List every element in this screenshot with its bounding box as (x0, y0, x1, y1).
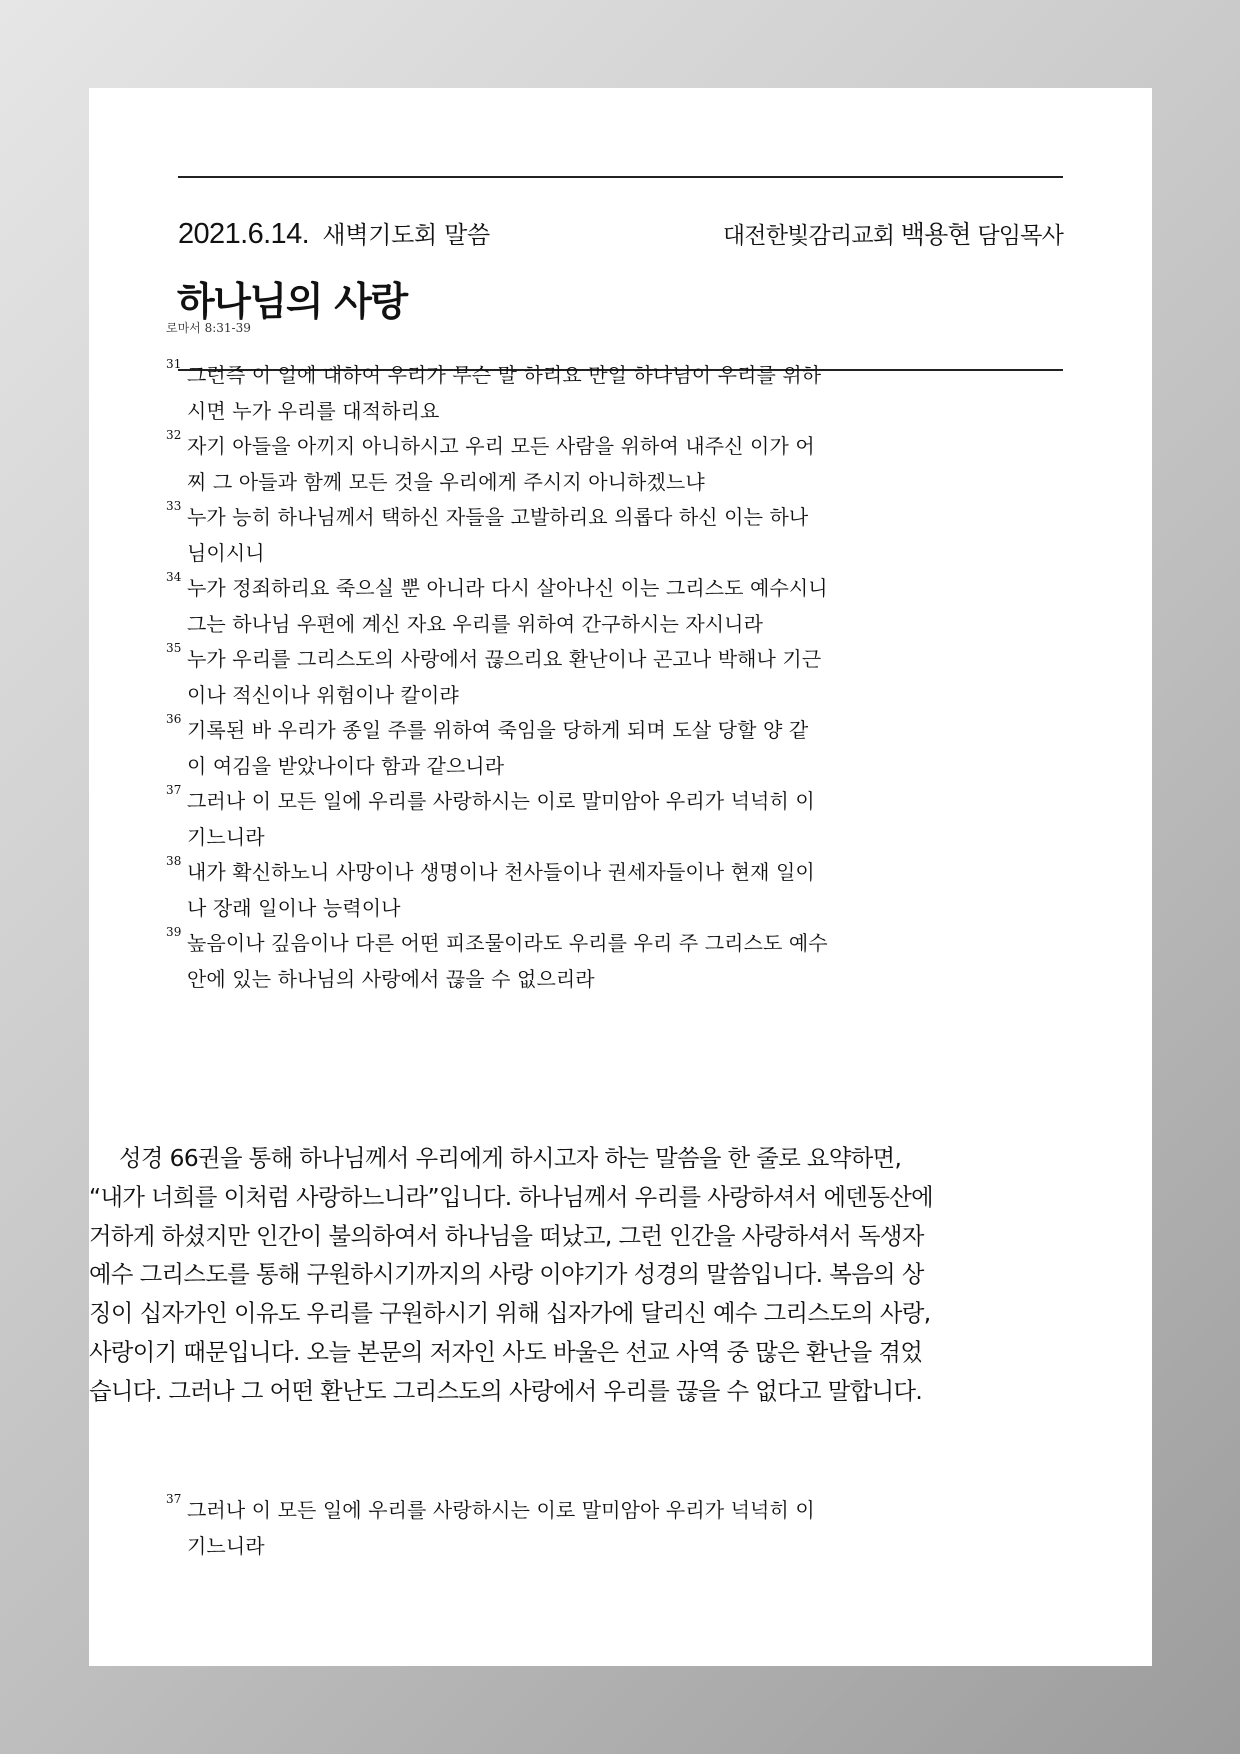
verse-line: 시면 누가 우리를 대적하리요 (187, 398, 440, 423)
verse-line: 누가 우리를 그리스도의 사랑에서 끊으리요 환난이나 곤고나 박해나 기근 (187, 647, 822, 671)
verse-list (166, 358, 926, 997)
verse-number: 35 (166, 641, 182, 655)
verse-line: 높음이나 깊음이나 다른 어떤 피조물이라도 우리를 우리 주 그리스도 예수 (187, 931, 828, 955)
sermon-line: 거하게 하셨지만 인간이 불의하여서 하나님을 떠났고, 그런 인간을 사랑하셔서 독생자 (89, 1222, 924, 1250)
verse-line: 이 여김을 받았나이다 함과 같으니라 (187, 753, 505, 778)
sermon-line: 징이 십자가인 이유도 우리를 구원하시기 위해 십자가에 달리신 예수 그리스도의 사랑, (89, 1300, 931, 1328)
sermon-line: “내가 너희를 이처럼 사랑하느니라”입니다. 하나님께서 우리를 사랑하셔서 에덴동산에 (89, 1183, 934, 1211)
sermon-paragraph (89, 1140, 977, 1412)
pastor-name: 백용현 (900, 220, 971, 249)
verse (166, 1493, 926, 1564)
top-divider (178, 176, 1063, 178)
verse-number: 39 (166, 925, 182, 939)
verse-line: 자기 아들을 아끼지 아니하시고 우리 모든 사람을 위하여 내주신 이가 어 (187, 434, 815, 458)
sermon-date: 2021.6.14. (178, 218, 310, 250)
sermon-title: 하나님의 사랑 (177, 280, 407, 325)
verse-line: 님이시니 (187, 540, 265, 565)
church-name: 대전한빛감리교회 (722, 223, 895, 249)
verse-line: 기록된 바 우리가 종일 주를 위하여 죽임을 당하게 되며 도살 당할 양 같 (187, 718, 809, 742)
sermon-line: 예수 그리스도를 통해 구원하시기까지의 사랑 이야기가 성경의 말씀입니다. 복음의 상 (89, 1261, 924, 1289)
verse-line: 그런즉 이 일에 대하여 우리가 무슨 말 하리요 만일 하나님이 우리를 위하 (187, 363, 822, 387)
verse-number: 38 (166, 854, 182, 868)
verse-line: 그러나 이 모든 일에 우리를 사랑하시는 이로 말미암아 우리가 넉넉히 이 (187, 1498, 815, 1522)
verse (166, 855, 926, 926)
verse-line: 기느니라 (187, 824, 265, 849)
verse-line: 누가 정죄하리요 죽으실 뿐 아니라 다시 살아나신 이는 그리스도 예수시니 (187, 576, 828, 600)
scripture-reference: 로마서 8:31-39 (166, 321, 251, 335)
verse (166, 926, 926, 997)
scripture-passage (166, 320, 926, 997)
verse (166, 784, 926, 855)
sermon-line: 성경 66권을 통해 하나님께서 우리에게 하시고자 하는 말씀을 한 줄로 요약하면, (119, 1145, 902, 1172)
header-church-pastor (723, 219, 1063, 252)
service-name: 새벽기도회 말씀 (322, 221, 490, 249)
verse-number: 37 (166, 783, 182, 797)
verse-line: 이나 적신이나 위험이나 칼이랴 (187, 682, 459, 707)
verse-number: 37 (166, 1492, 182, 1506)
verse-number: 34 (166, 570, 182, 584)
verse (166, 713, 926, 784)
verse-line: 찌 그 아들과 함께 모든 것을 우리에게 주시지 아니하겠느냐 (187, 469, 705, 494)
verse (166, 358, 926, 429)
verse-line: 기느니라 (187, 1533, 265, 1558)
verse-number: 32 (166, 428, 182, 442)
header-date-service (178, 218, 490, 251)
verse-line: 나 장래 일이나 능력이나 (187, 895, 401, 920)
verse (166, 429, 926, 500)
quoted-verse (166, 1493, 926, 1564)
sermon-line: 습니다. 그러나 그 어떤 환난도 그리스도의 사랑에서 우리를 끊을 수 없다고 말합니다. (89, 1377, 923, 1405)
pastor-title: 담임목사 (977, 223, 1063, 249)
sermon-line: 사랑이기 때문입니다. 오늘 본문의 저자인 사도 바울은 선교 사역 중 많은 환난을 겪었 (89, 1338, 923, 1366)
verse-line: 안에 있는 하나님의 사랑에서 끊을 수 없으리라 (187, 966, 595, 991)
verse (166, 642, 926, 713)
verse-number: 36 (166, 712, 182, 726)
verse (166, 500, 926, 571)
verse-line: 누가 능히 하나님께서 택하신 자들을 고발하리요 의롭다 하신 이는 하나 (187, 505, 809, 529)
verse-number: 33 (166, 499, 182, 513)
verse-line: 내가 확신하노니 사망이나 생명이나 천사들이나 권세자들이나 현재 일이 (187, 860, 815, 884)
verse (166, 571, 926, 642)
verse-line: 그는 하나님 우편에 계신 자요 우리를 위하여 간구하시는 자시니라 (187, 611, 763, 636)
verse-number: 31 (166, 357, 182, 371)
verse-line: 그러나 이 모든 일에 우리를 사랑하시는 이로 말미암아 우리가 넉넉히 이 (187, 789, 815, 813)
